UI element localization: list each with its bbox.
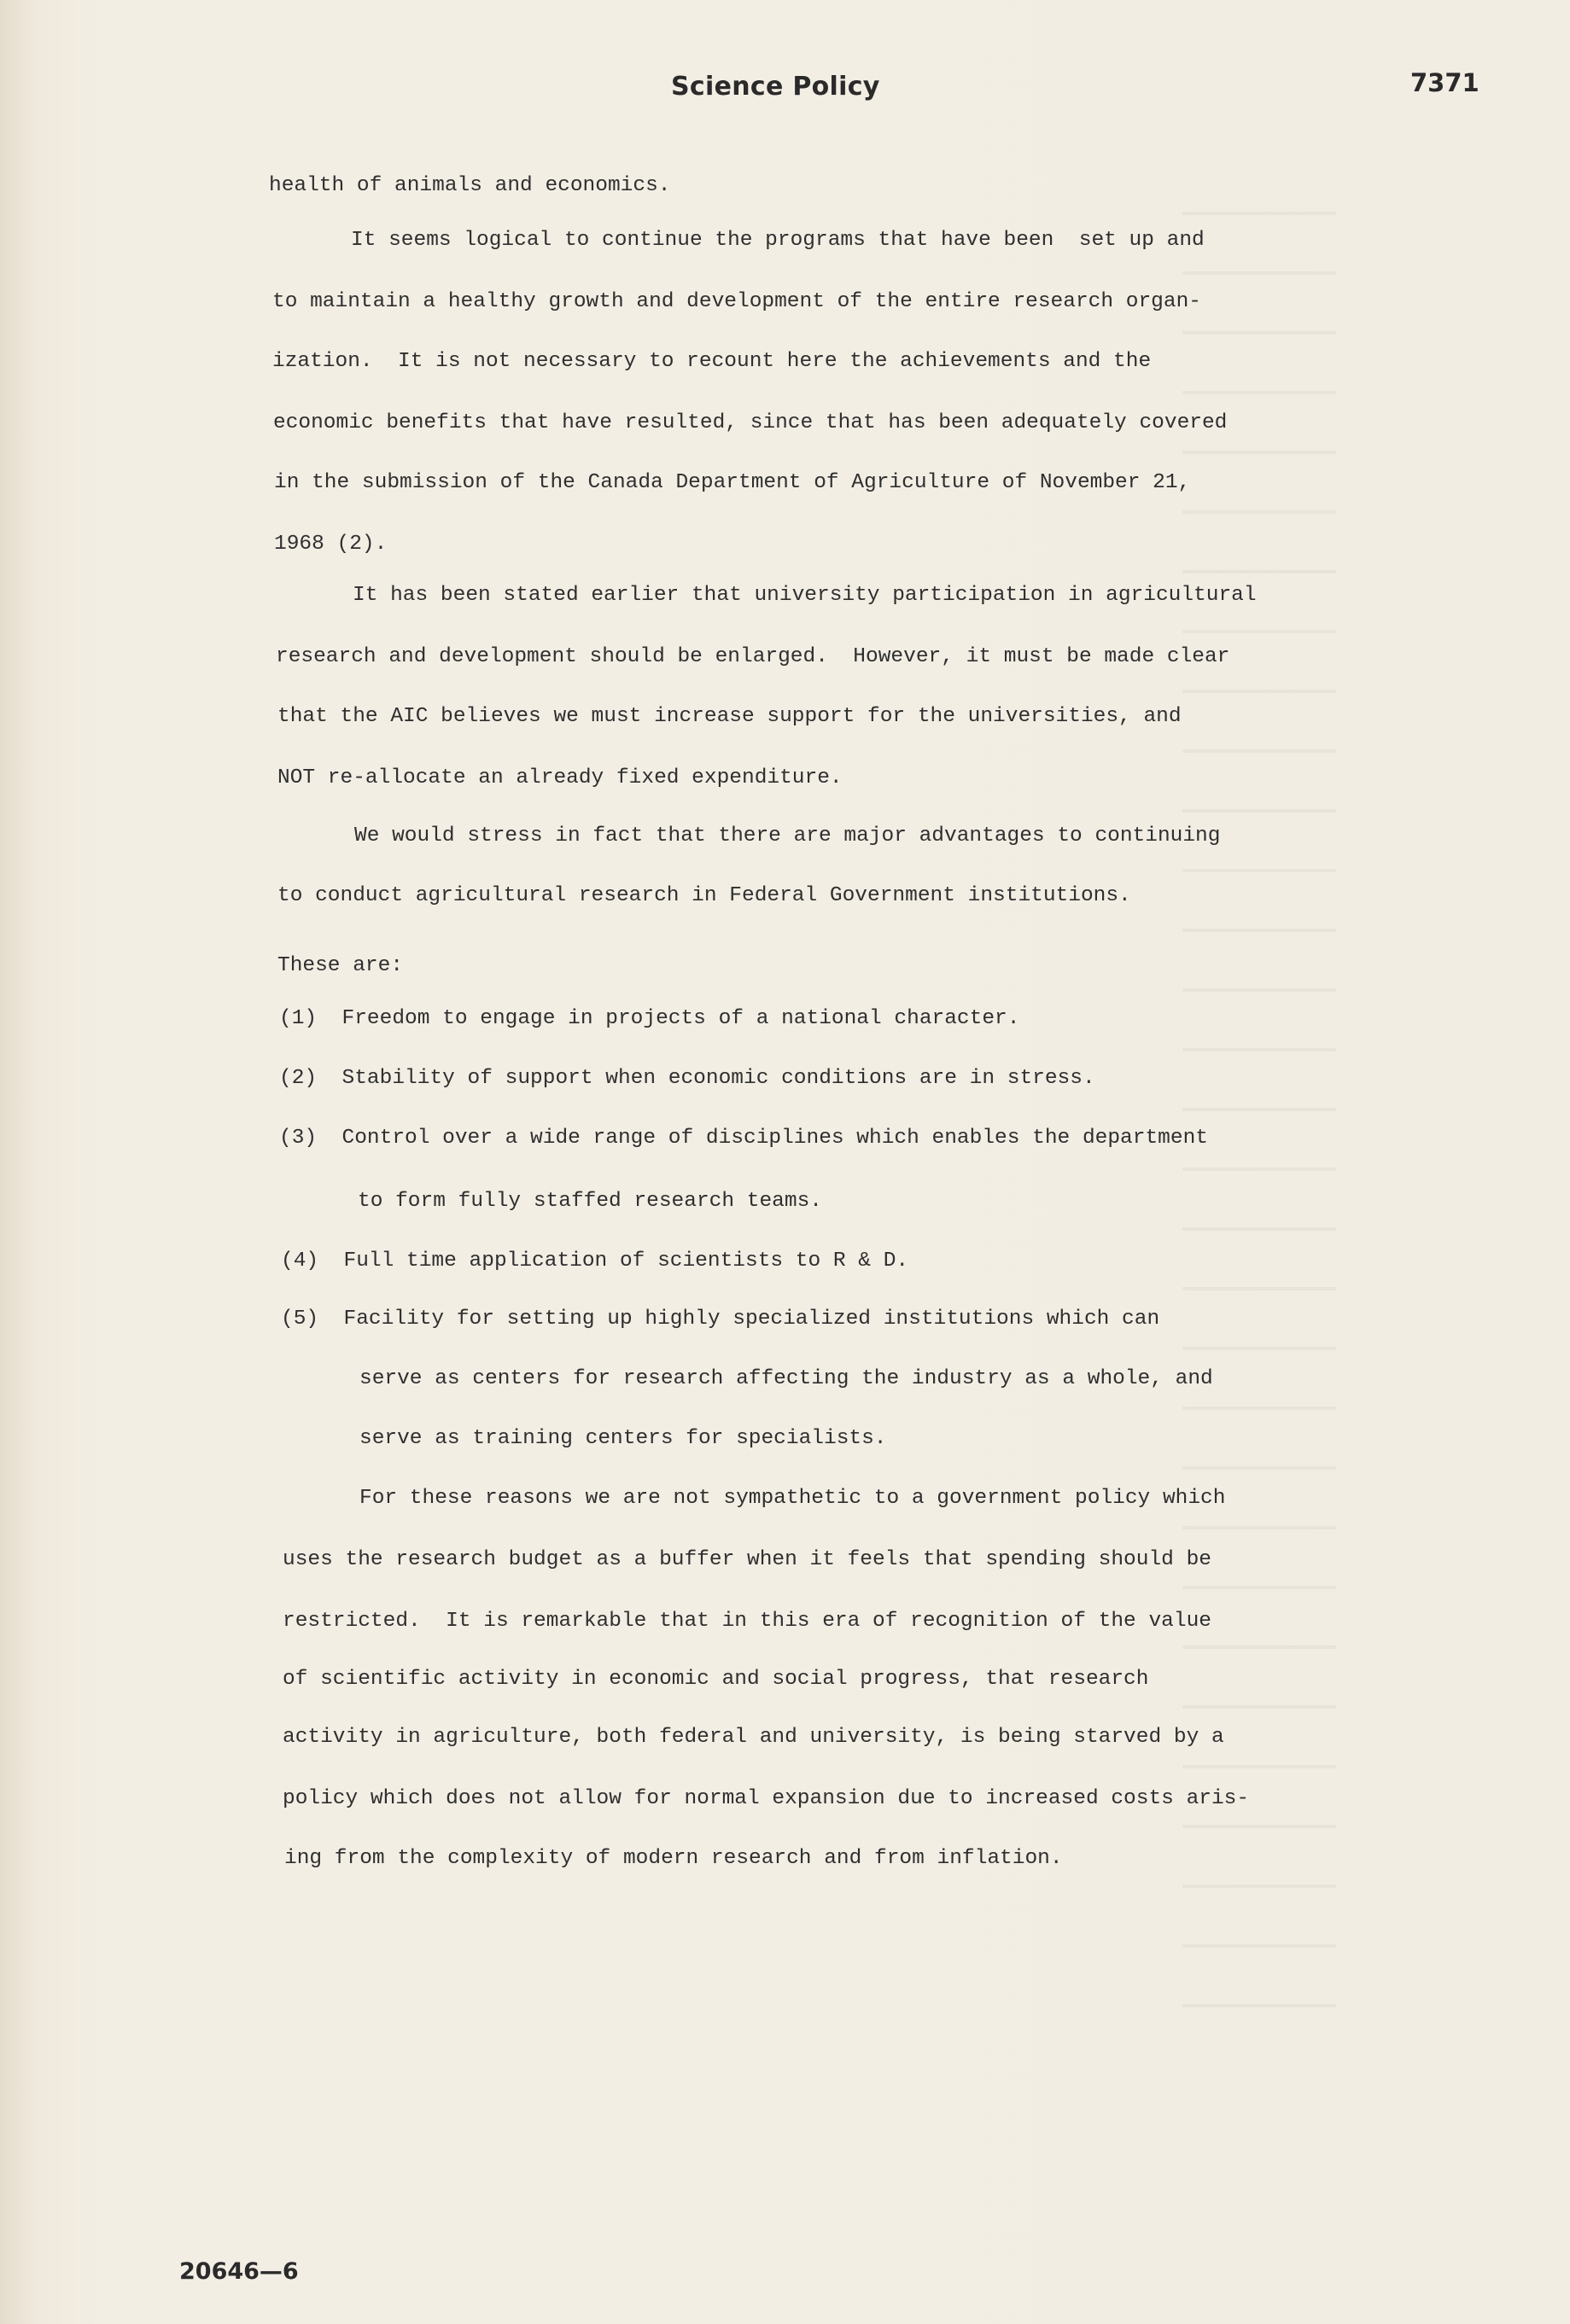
text-line: that the AIC believes we must increase support for the universities, and xyxy=(277,705,1182,728)
text-line: to conduct agricultural research in Federal Government institutions. xyxy=(277,884,1131,907)
page-title: Science Policy xyxy=(671,72,880,102)
list-item: (2) Stability of support when economic conditions are in stress. xyxy=(279,1067,1095,1090)
text-line: We would stress in fact that there are major advantages to continuing xyxy=(354,824,1221,847)
list-item: (3) Control over a wide range of disciplines which enables the department xyxy=(279,1127,1208,1150)
list-item: (4) Full time application of scientists to R & D. xyxy=(281,1249,909,1273)
text-line: NOT re-allocate an already fixed expenditure. xyxy=(277,766,843,789)
text-line: For these reasons we are not sympathetic to a government policy which xyxy=(359,1487,1226,1510)
text-line: ing from the complexity of modern research and from inflation. xyxy=(284,1847,1063,1870)
text-line: 1968 (2). xyxy=(274,533,388,556)
text-line: to maintain a healthy growth and development of the entire research organ- xyxy=(272,290,1201,313)
text-line: in the submission of the Canada Department of Agriculture of November 21, xyxy=(274,471,1191,494)
text-line: activity in agriculture, both federal and university, is being starved by a xyxy=(283,1726,1224,1749)
text-line: economic benefits that have resulted, since that has been adequately covered xyxy=(273,411,1228,434)
text-line: It seems logical to continue the programs that have been set up and xyxy=(351,229,1205,252)
text-line: serve as centers for research affecting the industry as a whole, and xyxy=(359,1367,1213,1390)
list-item: (5) Facility for setting up highly specialized institutions which can xyxy=(281,1308,1160,1331)
text-line: serve as training centers for specialists. xyxy=(359,1427,887,1450)
text-line: restricted. It is remarkable that in this era of recognition of the value xyxy=(283,1610,1211,1633)
footer-code: 20646—6 xyxy=(179,2258,299,2285)
text-line: of scientific activity in economic and social progress, that research xyxy=(283,1668,1149,1691)
text-line: These are: xyxy=(277,954,404,977)
text-line: to form fully staffed research teams. xyxy=(358,1190,822,1213)
text-line: health of animals and economics. xyxy=(269,174,671,197)
text-line: ization. It is not necessary to recount here the achievements and the xyxy=(272,350,1152,373)
text-line: It has been stated earlier that university participation in agricultural xyxy=(353,584,1257,607)
page-number: 7371 xyxy=(1410,68,1480,97)
bleed-through-shadow xyxy=(1182,162,1336,2040)
text-line: policy which does not allow for normal expansion due to increased costs aris- xyxy=(283,1787,1250,1810)
text-line: uses the research budget as a buffer when it feels that spending should be xyxy=(283,1548,1211,1571)
list-item: (1) Freedom to engage in projects of a national character. xyxy=(279,1007,1020,1030)
text-line: research and development should be enlarged. However, it must be made clear xyxy=(276,645,1230,668)
